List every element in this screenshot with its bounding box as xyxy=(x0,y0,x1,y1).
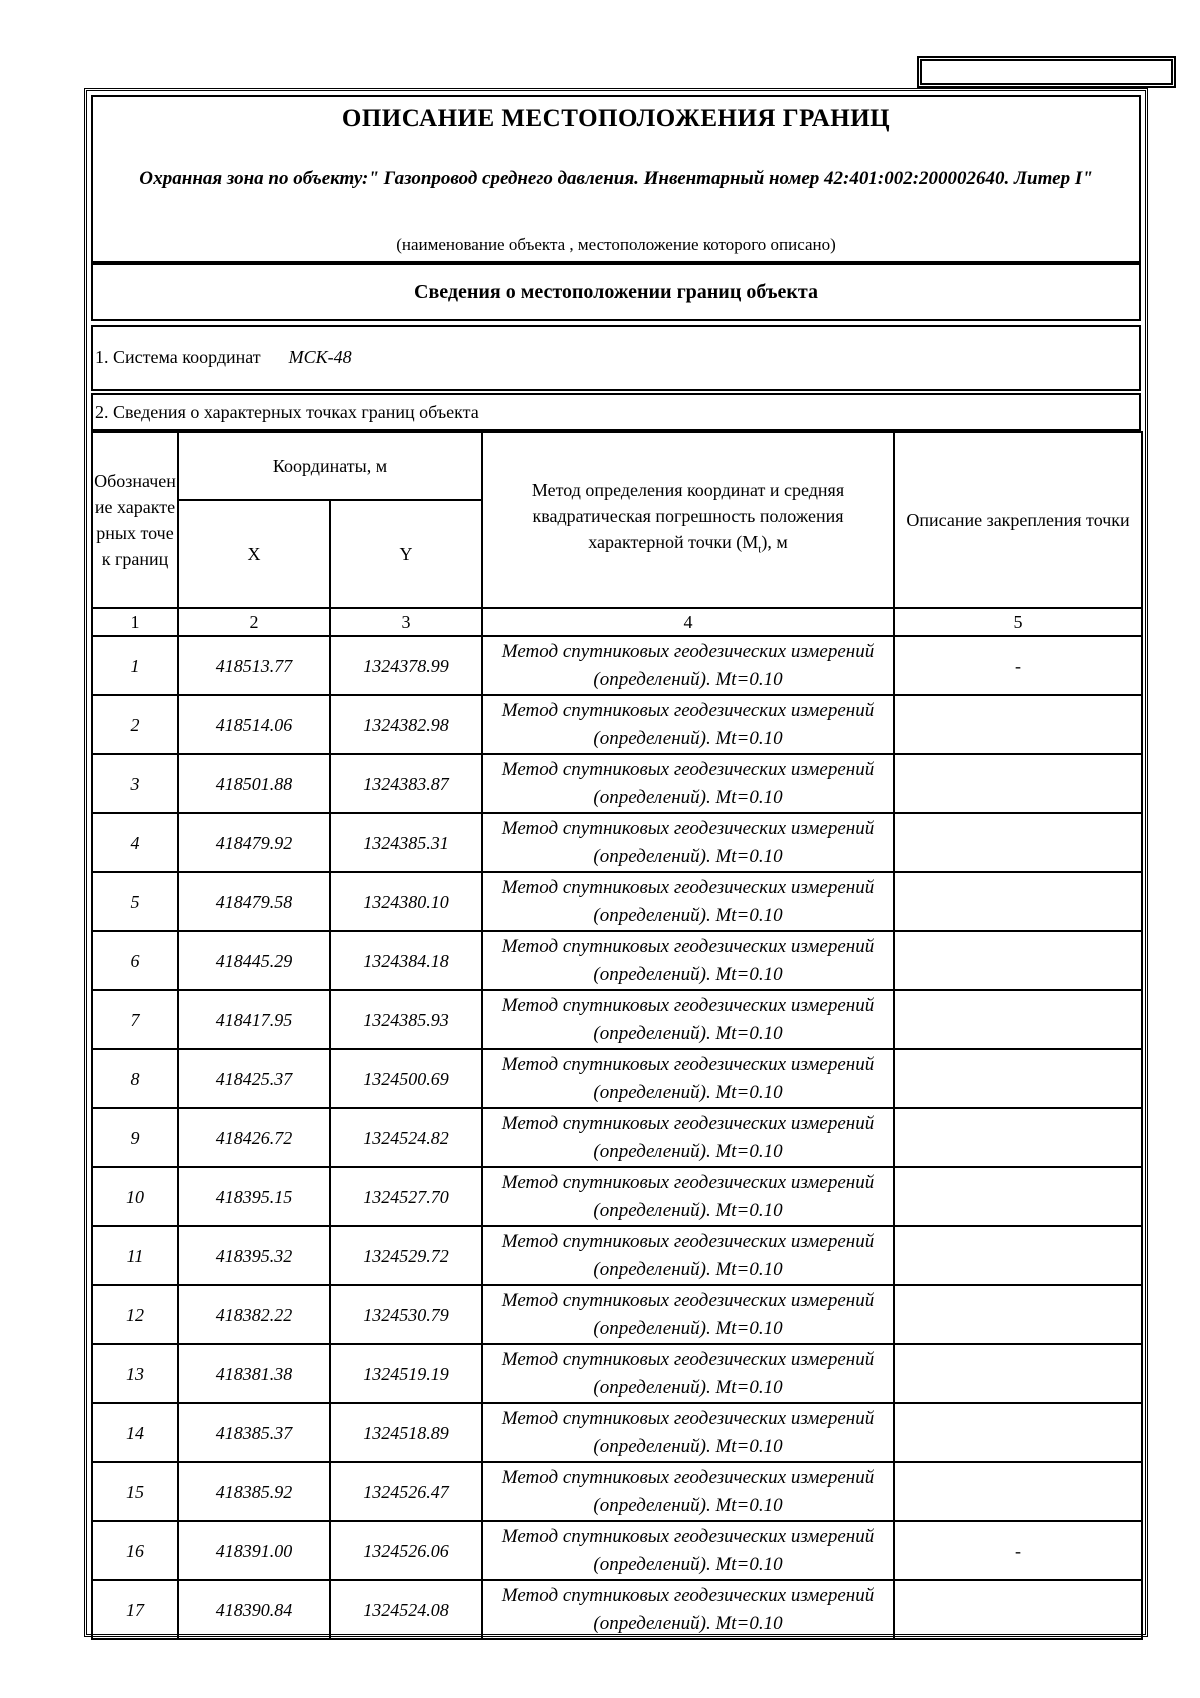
method: Метод спутниковых геодезических измерений (определений). Mt=0.10 xyxy=(482,1403,894,1462)
fixing xyxy=(894,1462,1142,1521)
section-title: Сведения о местоположении границ объекта xyxy=(91,263,1141,321)
fixing: - xyxy=(894,636,1142,695)
fixing xyxy=(894,1049,1142,1108)
coord-x: 418425.37 xyxy=(178,1049,330,1108)
table-row xyxy=(92,1167,1142,1226)
header-point: Обозначение характерных точек границ xyxy=(92,432,178,608)
method: Метод спутниковых геодезических измерений (определений). Mt=0.10 xyxy=(482,1344,894,1403)
header-method xyxy=(482,432,894,608)
fixing xyxy=(894,1344,1142,1403)
object-note: (наименование объекта , местоположение которого описано) xyxy=(396,235,836,254)
point-id: 14 xyxy=(92,1403,178,1462)
coord-x: 418479.58 xyxy=(178,872,330,931)
coord-y: 1324385.31 xyxy=(330,813,482,872)
coord-y: 1324383.87 xyxy=(330,754,482,813)
point-id: 2 xyxy=(92,695,178,754)
fixing xyxy=(894,1580,1142,1639)
fixing xyxy=(894,1403,1142,1462)
column-number: 3 xyxy=(330,608,482,636)
coord-y: 1324500.69 xyxy=(330,1049,482,1108)
point-id: 13 xyxy=(92,1344,178,1403)
point-id: 9 xyxy=(92,1108,178,1167)
points-table-body xyxy=(92,636,1142,1639)
table-row xyxy=(92,1403,1142,1462)
coord-y: 1324524.08 xyxy=(330,1580,482,1639)
point-id: 1 xyxy=(92,636,178,695)
coord-y: 1324518.89 xyxy=(330,1403,482,1462)
coord-y: 1324529.72 xyxy=(330,1226,482,1285)
table-row xyxy=(92,1226,1142,1285)
column-number: 4 xyxy=(482,608,894,636)
method: Метод спутниковых геодезических измерений (определений). Mt=0.10 xyxy=(482,872,894,931)
method: Метод спутниковых геодезических измерений (определений). Mt=0.10 xyxy=(482,1580,894,1639)
coord-y: 1324526.47 xyxy=(330,1462,482,1521)
column-number: 5 xyxy=(894,608,1142,636)
table-row xyxy=(92,813,1142,872)
method: Метод спутниковых геодезических измерений (определений). Mt=0.10 xyxy=(482,754,894,813)
coord-x: 418381.38 xyxy=(178,1344,330,1403)
coord-y: 1324384.18 xyxy=(330,931,482,990)
fixing xyxy=(894,813,1142,872)
method: Метод спутниковых геодезических измерений (определений). Mt=0.10 xyxy=(482,1462,894,1521)
point-id: 12 xyxy=(92,1285,178,1344)
header-y: Y xyxy=(330,500,482,608)
coord-x: 418390.84 xyxy=(178,1580,330,1639)
method: Метод спутниковых геодезических измерений (определений). Mt=0.10 xyxy=(482,636,894,695)
point-id: 3 xyxy=(92,754,178,813)
point-id: 4 xyxy=(92,813,178,872)
table-row xyxy=(92,1344,1142,1403)
method: Метод спутниковых геодезических измерений (определений). Mt=0.10 xyxy=(482,931,894,990)
header-section xyxy=(91,95,1141,263)
point-id: 7 xyxy=(92,990,178,1049)
table-row xyxy=(92,754,1142,813)
table-row xyxy=(92,1285,1142,1344)
method: Метод спутниковых геодезических измерений (определений). Mt=0.10 xyxy=(482,813,894,872)
point-id: 15 xyxy=(92,1462,178,1521)
fixing: - xyxy=(894,1521,1142,1580)
point-id: 11 xyxy=(92,1226,178,1285)
coord-x: 418395.15 xyxy=(178,1167,330,1226)
header-method-main: Метод определения координат и средняя квадратическая погрешность положения характерной точки (M xyxy=(531,480,845,553)
coord-y: 1324527.70 xyxy=(330,1167,482,1226)
point-id: 6 xyxy=(92,931,178,990)
table-row xyxy=(92,695,1142,754)
table-row xyxy=(92,990,1142,1049)
coord-y: 1324524.82 xyxy=(330,1108,482,1167)
table-row xyxy=(92,1521,1142,1580)
coord-x: 418479.92 xyxy=(178,813,330,872)
table-row xyxy=(92,1462,1142,1521)
coord-y: 1324530.79 xyxy=(330,1285,482,1344)
fixing xyxy=(894,754,1142,813)
points-table xyxy=(91,431,1143,1640)
coord-x: 418385.37 xyxy=(178,1403,330,1462)
method: Метод спутниковых геодезических измерений (определений). Mt=0.10 xyxy=(482,1049,894,1108)
fixing xyxy=(894,990,1142,1049)
coord-y: 1324378.99 xyxy=(330,636,482,695)
fixing xyxy=(894,1167,1142,1226)
coord-x: 418395.32 xyxy=(178,1226,330,1285)
coord-system-value: МСК-48 xyxy=(288,347,352,367)
coord-y: 1324380.10 xyxy=(330,872,482,931)
point-id: 8 xyxy=(92,1049,178,1108)
fixing xyxy=(894,931,1142,990)
coord-system-label: 1. Система координат xyxy=(95,347,261,367)
method: Метод спутниковых геодезических измерений (определений). Mt=0.10 xyxy=(482,1108,894,1167)
point-id: 17 xyxy=(92,1580,178,1639)
header-x: X xyxy=(178,500,330,608)
document-frame xyxy=(84,88,1148,1637)
coord-y: 1324526.06 xyxy=(330,1521,482,1580)
coord-y: 1324519.19 xyxy=(330,1344,482,1403)
header-coords: Координаты, м xyxy=(178,432,482,500)
method: Метод спутниковых геодезических измерений (определений). Mt=0.10 xyxy=(482,1285,894,1344)
table-row xyxy=(92,636,1142,695)
points-section-label: 2. Сведения о характерных точках границ объекта xyxy=(91,393,1141,431)
coord-x: 418445.29 xyxy=(178,931,330,990)
coord-x: 418501.88 xyxy=(178,754,330,813)
point-id: 16 xyxy=(92,1521,178,1580)
coord-x: 418514.06 xyxy=(178,695,330,754)
point-id: 10 xyxy=(92,1167,178,1226)
coord-x: 418382.22 xyxy=(178,1285,330,1344)
table-row xyxy=(92,872,1142,931)
table-row xyxy=(92,1049,1142,1108)
table-row xyxy=(92,1108,1142,1167)
table-row xyxy=(92,931,1142,990)
method: Метод спутниковых геодезических измерений (определений). Mt=0.10 xyxy=(482,1226,894,1285)
coord-x: 418426.72 xyxy=(178,1108,330,1167)
coord-y: 1324382.98 xyxy=(330,695,482,754)
document-title: ОПИСАНИЕ МЕСТОПОЛОЖЕНИЯ ГРАНИЦ xyxy=(341,105,891,132)
column-number: 2 xyxy=(178,608,330,636)
coord-x: 418391.00 xyxy=(178,1521,330,1580)
column-number: 1 xyxy=(92,608,178,636)
fixing xyxy=(894,1108,1142,1167)
coord-x: 418385.92 xyxy=(178,1462,330,1521)
object-name: Охранная зона по объекту:" Газопровод среднего давления. Инвентарный номер 42:401:002:200002640. Литер I" xyxy=(139,168,1093,189)
table-row xyxy=(92,1580,1142,1639)
fixing xyxy=(894,872,1142,931)
coord-x: 418417.95 xyxy=(178,990,330,1049)
coord-x: 418513.77 xyxy=(178,636,330,695)
fixing xyxy=(894,695,1142,754)
method: Метод спутниковых геодезических измерений (определений). Mt=0.10 xyxy=(482,1167,894,1226)
header-fixing: Описание закрепления точки xyxy=(894,432,1142,608)
coord-y: 1324385.93 xyxy=(330,990,482,1049)
header-method-sub: t xyxy=(758,543,762,556)
page-number-box xyxy=(917,56,1176,88)
point-id: 5 xyxy=(92,872,178,931)
method: Метод спутниковых геодезических измерений (определений). Mt=0.10 xyxy=(482,1521,894,1580)
header-method-tail: ), м xyxy=(761,532,788,553)
coord-system-row xyxy=(91,325,1141,391)
method: Метод спутниковых геодезических измерений (определений). Mt=0.10 xyxy=(482,990,894,1049)
fixing xyxy=(894,1226,1142,1285)
fixing xyxy=(894,1285,1142,1344)
method: Метод спутниковых геодезических измерений (определений). Mt=0.10 xyxy=(482,695,894,754)
